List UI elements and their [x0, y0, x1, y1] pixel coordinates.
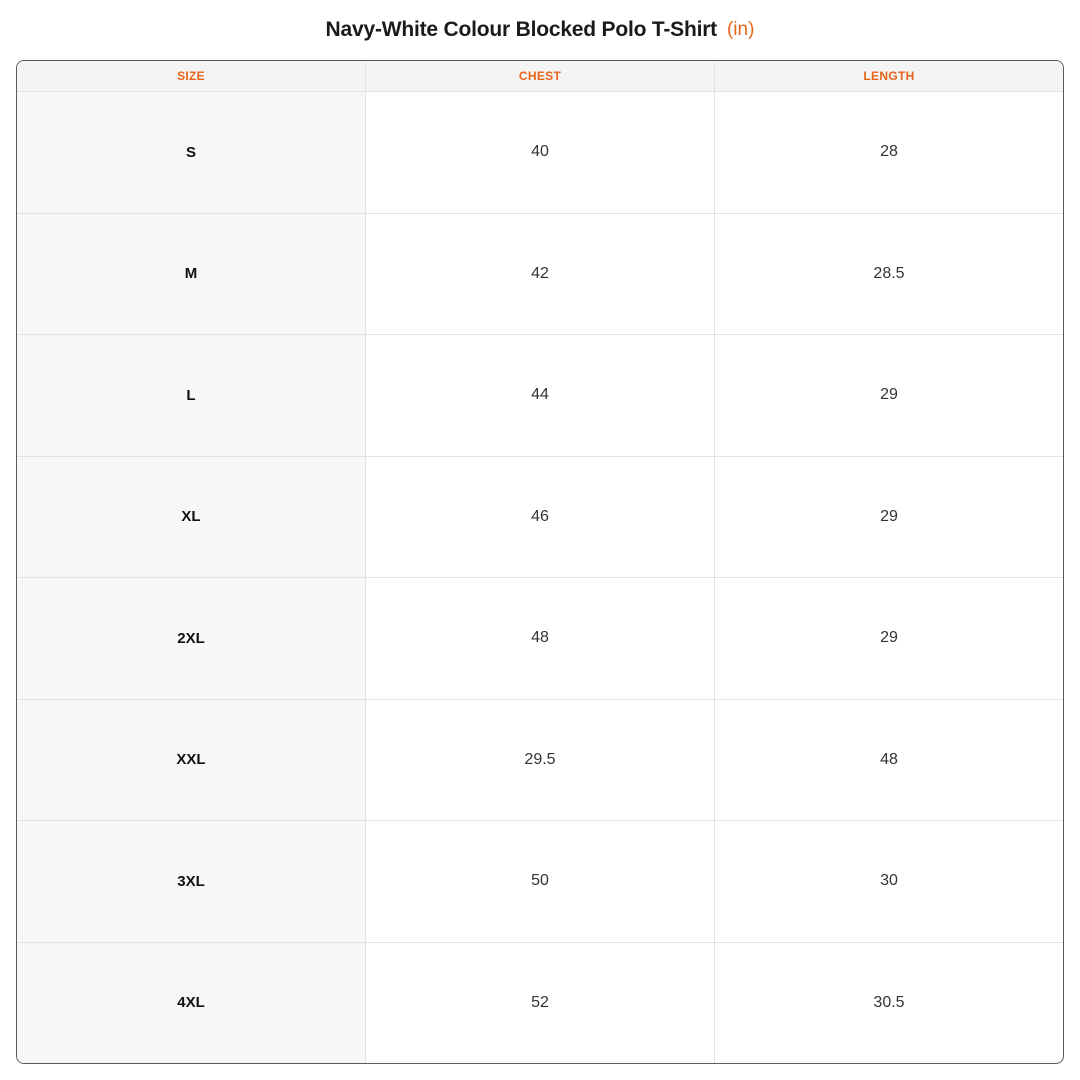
chest-cell: 52 — [365, 943, 714, 1064]
size-cell: S — [17, 92, 365, 213]
header-chest: CHEST — [365, 61, 714, 91]
size-cell: L — [17, 335, 365, 456]
length-cell: 30 — [714, 821, 1063, 942]
table-row — [17, 92, 1063, 214]
chest-cell: 29.5 — [365, 700, 714, 821]
size-cell: 2XL — [17, 578, 365, 699]
length-cell: 29 — [714, 335, 1063, 456]
size-cell: 4XL — [17, 943, 365, 1064]
size-cell: XL — [17, 457, 365, 578]
table-row — [17, 335, 1063, 457]
length-cell: 28 — [714, 92, 1063, 213]
size-cell: XXL — [17, 700, 365, 821]
table-row — [17, 821, 1063, 943]
chest-cell: 50 — [365, 821, 714, 942]
size-chart-table — [16, 60, 1064, 1064]
chest-cell: 48 — [365, 578, 714, 699]
length-cell: 30.5 — [714, 943, 1063, 1064]
header-length: LENGTH — [714, 61, 1063, 91]
length-cell: 29 — [714, 457, 1063, 578]
length-cell: 48 — [714, 700, 1063, 821]
table-row — [17, 214, 1063, 336]
length-cell: 29 — [714, 578, 1063, 699]
length-cell: 28.5 — [714, 214, 1063, 335]
unit-label: (in) — [726, 19, 755, 40]
page-title: Navy-White Colour Blocked Polo T-Shirt — [325, 18, 717, 41]
title-bar — [0, 0, 1080, 60]
chest-cell: 42 — [365, 214, 714, 335]
header-size: SIZE — [177, 69, 205, 83]
size-cell: 3XL — [17, 821, 365, 942]
chest-cell: 44 — [365, 335, 714, 456]
table-row — [17, 578, 1063, 700]
chest-cell: 40 — [365, 92, 714, 213]
table-body — [17, 92, 1063, 1063]
table-header-row — [17, 61, 1063, 92]
chest-cell: 46 — [365, 457, 714, 578]
table-row — [17, 943, 1063, 1064]
table-row — [17, 700, 1063, 822]
size-cell: M — [17, 214, 365, 335]
table-row — [17, 457, 1063, 579]
